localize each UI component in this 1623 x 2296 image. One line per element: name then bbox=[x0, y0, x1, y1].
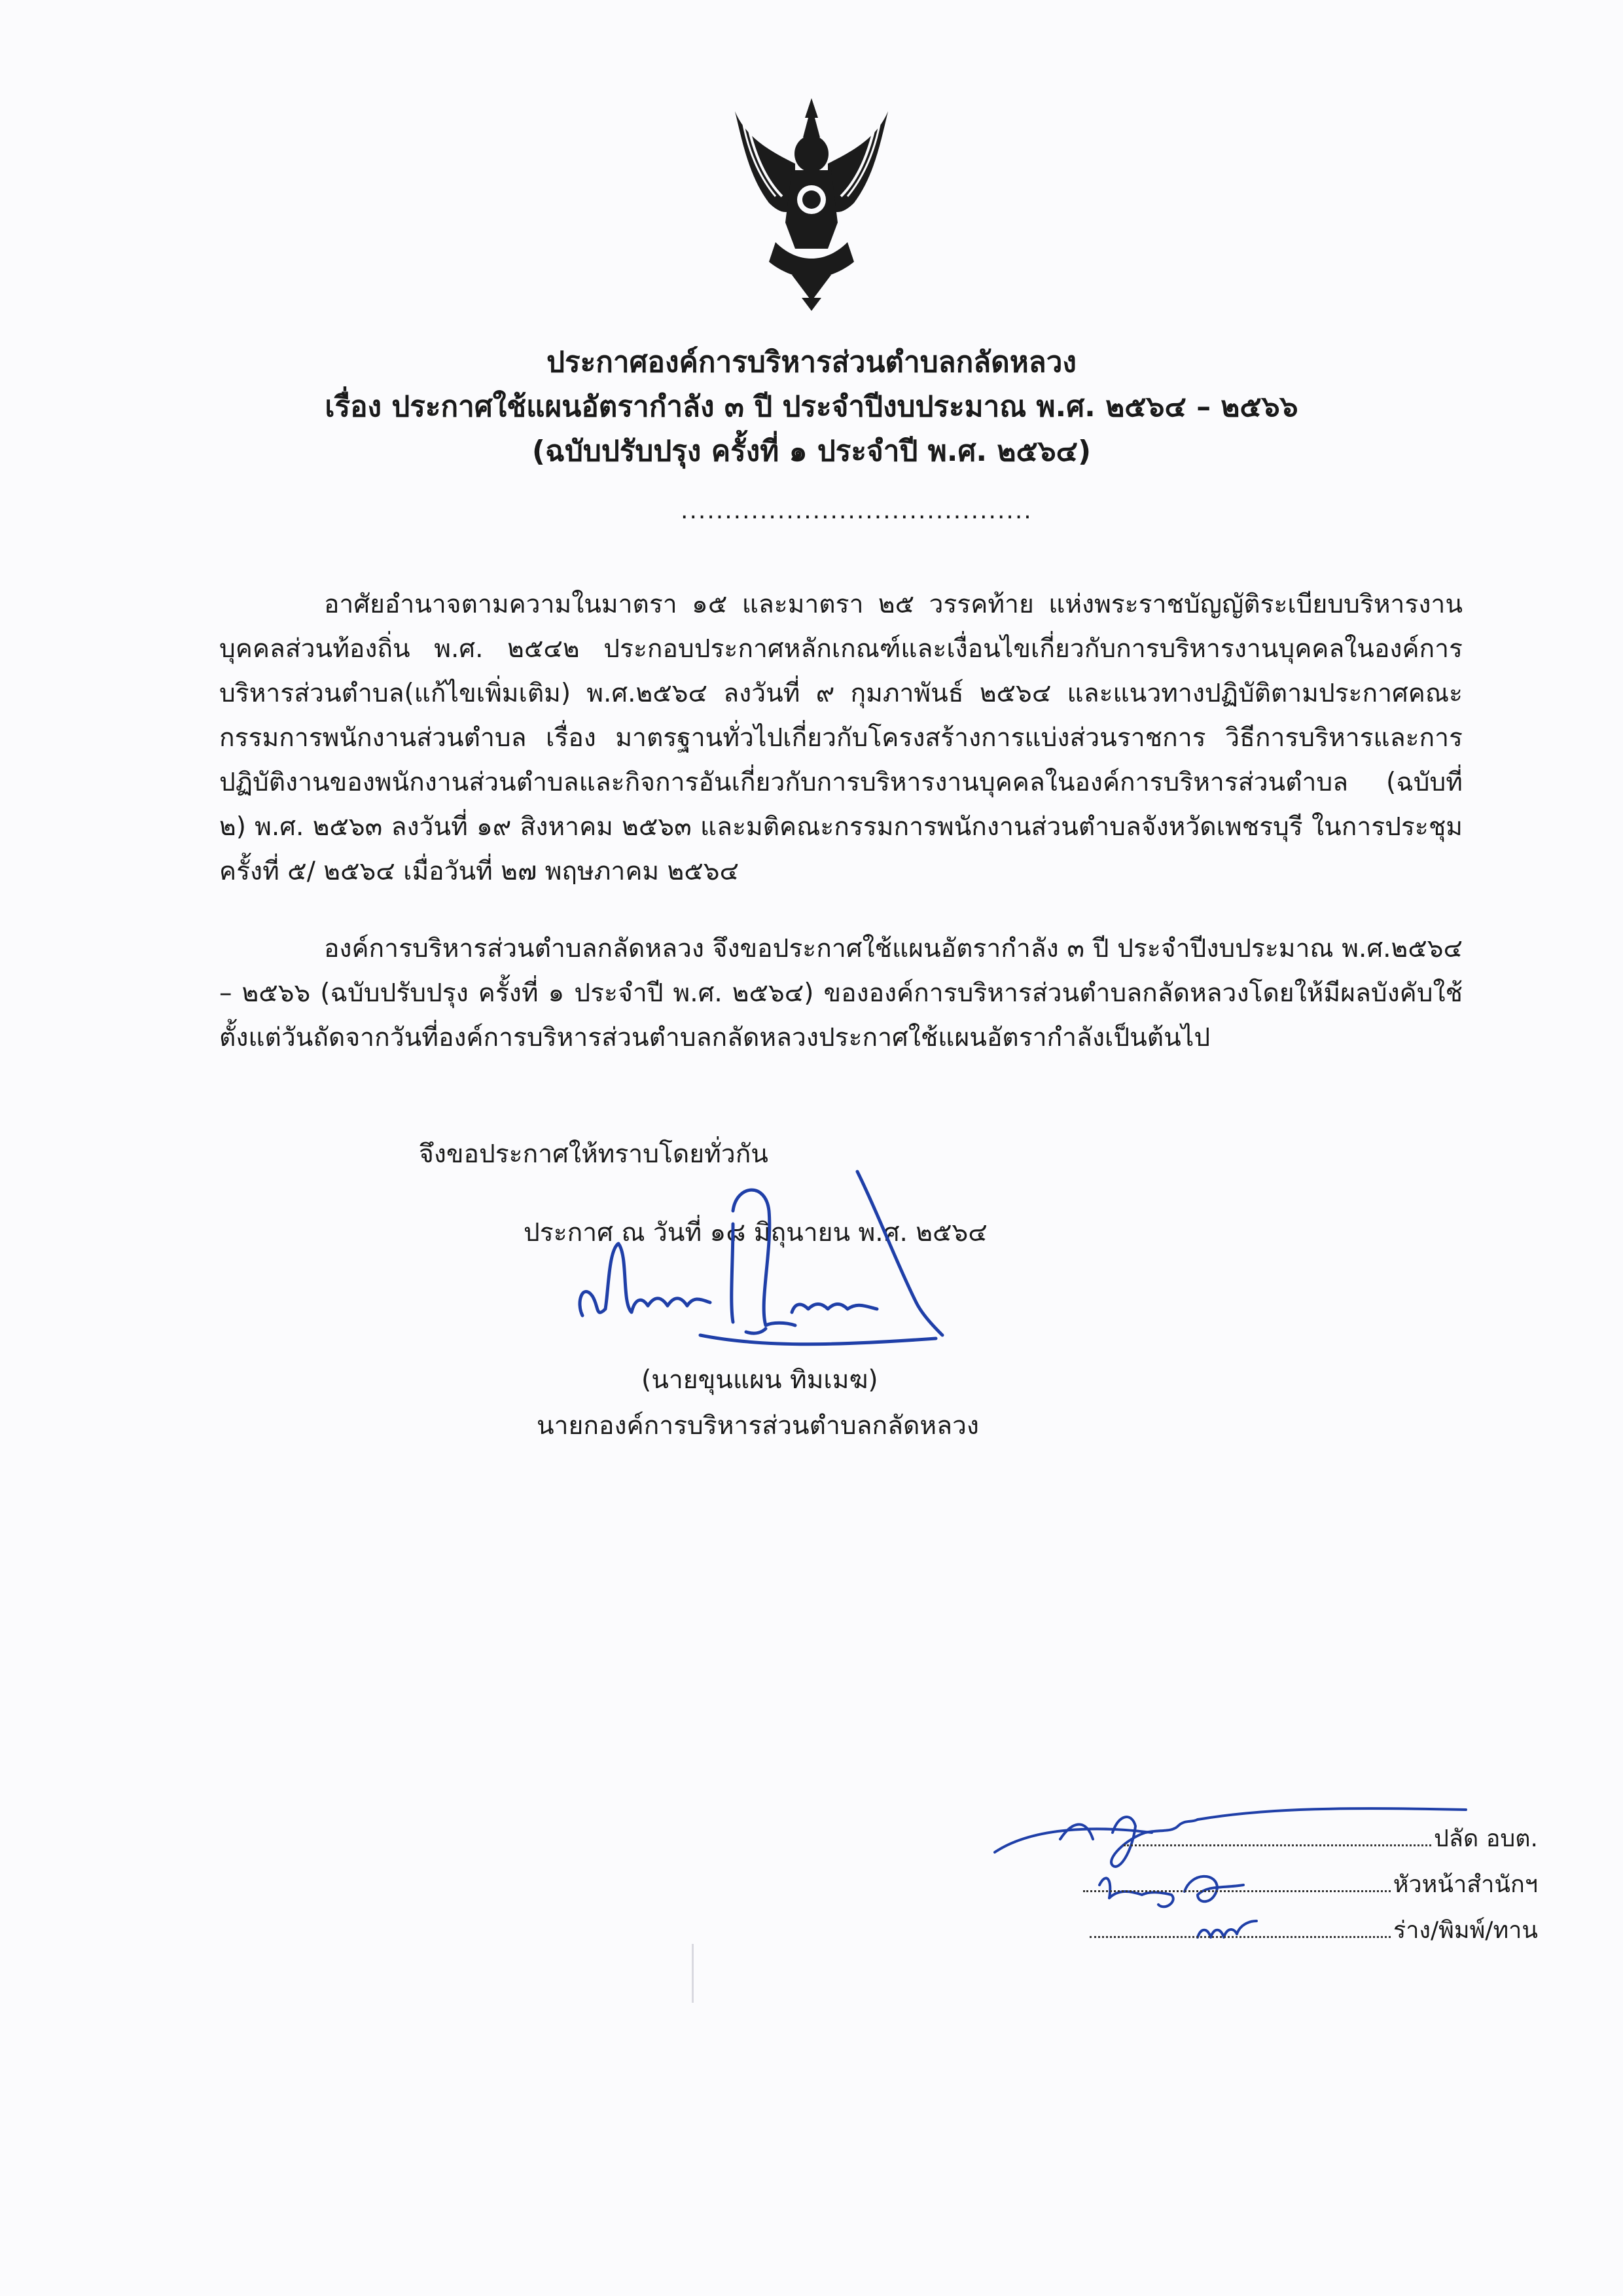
body-paragraph-2: องค์การบริหารส่วนตำบลกลัดหลวง จึงขอประกาศใช้แผนอัตรากำลัง ๓ ปี ประจำปีงบประมาณ พ.ศ.๒๕๖๔ – ๒๕๖๖ (ฉบับปรับปรุง ครั้งที่ ๑ ประจำปี พ.ศ. ๒๕๖๔) ขององค์การบริหารส่วนตำบลกลัดหลวงโดยให้มีผลบังคับใช้ตั้งแต่วันถัดจากวันที่องค์การบริหารส่วนตำบลกลัดหลวงประกาศใช้แผนอัตรากำลังเป็นต้นไป bbox=[219, 934, 1463, 1052]
initial-row-drafter bbox=[1090, 1911, 1538, 1950]
heading-separator: ........................................ bbox=[681, 497, 1033, 524]
announcement-title: ประกาศองค์การบริหารส่วนตำบลกลัดหลวง bbox=[546, 346, 1077, 379]
initial-role-head-office: หัวหน้าสำนักฯ bbox=[1393, 1871, 1538, 1898]
announcement-date: ประกาศ ณ วันที่ ๑๘ มิถุนายน พ.ศ. ๒๕๖๔ bbox=[524, 1218, 988, 1247]
initial-role-drafter: ร่าง/พิมพ์/ทาน bbox=[1393, 1917, 1538, 1944]
body-paragraph-1: อาศัยอำนาจตามความในมาตรา ๑๕ และมาตรา ๒๕ วรรคท้าย แห่งพระราชบัญญัติระเบียบบริหารงานบุคคลส่วนท้องถิ่น พ.ศ. ๒๕๔๒ ประกอบประกาศหลักเกณฑ์และเงื่อนไขเกี่ยวกับการบริหารงานบุคคลในองค์การบริหารส่วนตำบล(แก้ไขเพิ่มเติม) พ.ศ.๒๕๖๔ ลงวันที่ ๙ กุมภาพันธ์ ๒๕๖๔ และแนวทางปฏิบัติตามประกาศคณะกรรมการพนักงานส่วนตำบล เรื่อง มาตรฐานทั่วไปเกี่ยวกับโครงสร้างการแบ่งส่วนราชการ วิธีการบริหารและการปฏิบัติงานของพนักงานส่วนตำบลและกิจการอันเกี่ยวกับการบริหารงานบุคคลในองค์การบริหารส่วนตำบล (ฉบับที่ ๒) พ.ศ. ๒๕๖๓ ลงวันที่ ๑๙ สิงหาคม ๒๕๖๓ และมติคณะกรรมการพนักงานส่วนตำบลจังหวัดเพชรบุรี ในการประชุมครั้งที่ ๕/ ๒๕๖๔ เมื่อวันที่ ๒๗ พฤษภาคม ๒๕๖๔ bbox=[219, 590, 1463, 886]
initial-row-head-office bbox=[1083, 1865, 1538, 1905]
signer-title: นายกองค์การบริหารส่วนตำบลกลัดหลวง bbox=[537, 1411, 979, 1441]
signer-name: (นายขุนแผน ทิมเมฆ) bbox=[641, 1365, 878, 1395]
dotted-leader bbox=[1124, 1825, 1431, 1846]
announcement-subject: เรื่อง ประกาศใช้แผนอัตรากำลัง ๓ ปี ประจำปีงบประมาณ พ.ศ. ๒๕๖๔ – ๒๕๖๖ bbox=[325, 390, 1298, 423]
initial-row-deputy bbox=[1124, 1820, 1538, 1859]
dotted-leader bbox=[1083, 1871, 1391, 1892]
announcement-revision: (ฉบับปรับปรุง ครั้งที่ ๑ ประจำปี พ.ศ. ๒๕๖๔) bbox=[531, 435, 1092, 468]
handwritten-signature bbox=[569, 1172, 975, 1361]
dotted-leader bbox=[1090, 1916, 1391, 1938]
announcement-heading bbox=[0, 340, 1623, 474]
garuda-emblem-icon bbox=[730, 92, 893, 314]
initial-role-deputy: ปลัด อบต. bbox=[1433, 1825, 1538, 1852]
initials-block bbox=[1041, 1820, 1538, 1957]
scan-mark bbox=[692, 1944, 694, 2003]
closing-statement: จึงขอประกาศให้ทราบโดยทั่วกัน bbox=[419, 1139, 768, 1169]
